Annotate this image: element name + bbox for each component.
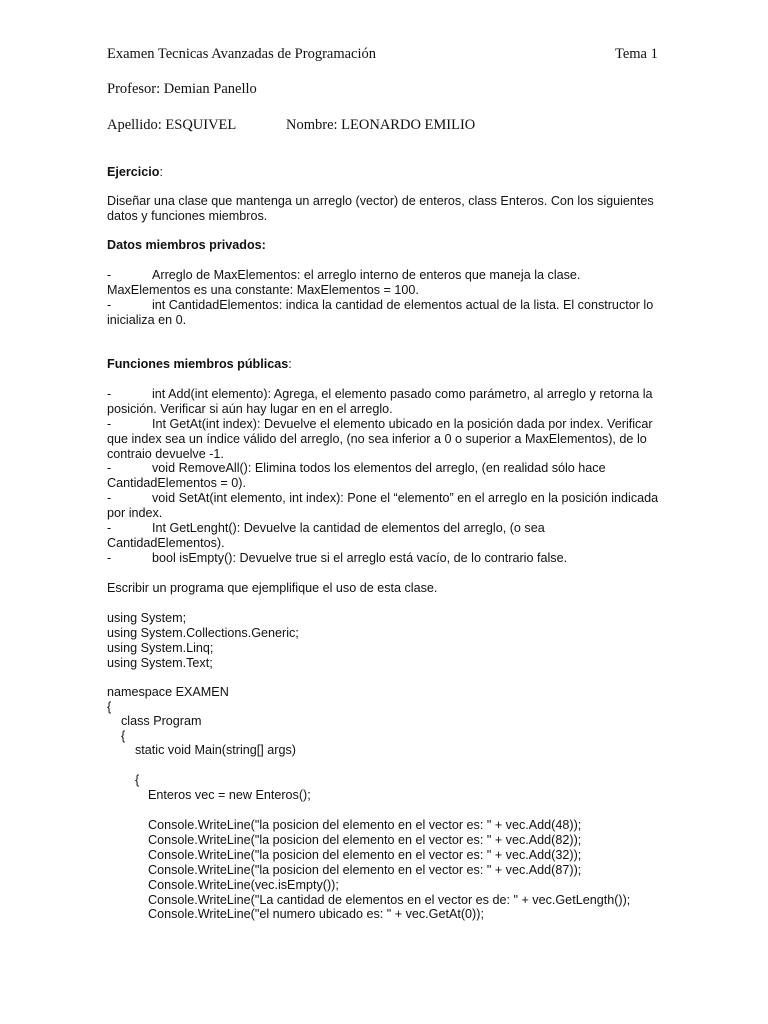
code-brace-open: { — [107, 700, 112, 714]
code-main-brace: { — [135, 773, 140, 787]
func-item-5-cont: CantidadElementos). — [107, 536, 225, 550]
code-line: Console.WriteLine("el numero ubicado es: " + vec.GetAt(0)); — [148, 907, 484, 921]
func-item-5 — [107, 521, 545, 536]
code-using-2: using System.Collections.Generic; — [107, 626, 299, 640]
func-item-2-cont-2: contraio devuelve -1. — [107, 447, 224, 461]
ejercicio-colon: : — [159, 165, 164, 179]
func-item-4-cont: por index. — [107, 506, 163, 520]
escribir-instruction: Escribir un programa que ejemplifique el uso de esta clase. — [107, 581, 438, 595]
profesor-line: Profesor: Demian Panello — [107, 81, 257, 97]
datos-heading: Datos miembros privados: — [107, 238, 266, 252]
func-item-2 — [107, 417, 653, 432]
bullet: - — [107, 298, 112, 312]
bullet: - — [107, 417, 112, 431]
code-using-3: using System.Linq; — [107, 641, 214, 655]
code-class-brace: { — [121, 729, 126, 743]
func-item-2-cont-1: que index sea un índice válido del arreglo, (no sea inferior a 0 o superior a MaxElementos), de lo — [107, 432, 647, 446]
func-item-3-text: void RemoveAll(): Elimina todos los elementos del arreglo, (en realidad sólo hace — [152, 461, 606, 475]
func-item-4-text: void SetAt(int elemento, int index): Pone el “elemento” en el arreglo en la posición indicada — [152, 491, 659, 505]
bullet: - — [107, 461, 112, 475]
code-using-4: using System.Text; — [107, 656, 213, 670]
bullet: - — [107, 491, 112, 505]
code-namespace: namespace EXAMEN — [107, 685, 229, 699]
func-item-6 — [107, 551, 568, 566]
code-line: Console.WriteLine("la posicion del elemento en el vector es: " + vec.Add(32)); — [148, 848, 582, 862]
datos-item-2-cont: inicializa en 0. — [107, 313, 187, 327]
datos-item-1-text: Arreglo de MaxElementos: el arreglo interno de enteros que maneja la clase. — [152, 268, 581, 282]
func-item-1-cont: posición. Verificar si aún hay lugar en en el arreglo. — [107, 402, 393, 416]
func-item-1 — [107, 387, 653, 402]
func-item-1-text: int Add(int elemento): Agrega, el elemento pasado como parámetro, al arreglo y retorna la — [152, 387, 653, 401]
datos-item-2 — [107, 298, 654, 313]
code-main-decl: static void Main(string[] args) — [135, 743, 296, 757]
code-line: Console.WriteLine("la posicion del elemento en el vector es: " + vec.Add(48)); — [148, 818, 582, 832]
code-line: Console.WriteLine("la posicion del elemento en el vector es: " + vec.Add(82)); — [148, 833, 582, 847]
code-line: Console.WriteLine(vec.isEmpty()); — [148, 878, 339, 892]
bullet: - — [107, 268, 112, 282]
bullet: - — [107, 521, 112, 535]
apellido-field: Apellido: ESQUIVEL — [107, 117, 237, 133]
code-line-new: Enteros vec = new Enteros(); — [148, 788, 311, 802]
funciones-heading — [107, 357, 292, 372]
func-item-6-text: bool isEmpty(): Devuelve true si el arreglo está vacío, de lo contrario false. — [152, 551, 568, 565]
code-using-1: using System; — [107, 611, 187, 625]
func-item-3-cont: CantidadElementos = 0). — [107, 476, 246, 490]
code-line: Console.WriteLine("la posicion del elemento en el vector es: " + vec.Add(87)); — [148, 863, 582, 877]
func-item-3 — [107, 461, 606, 476]
exam-title: Examen Tecnicas Avanzadas de Programación — [107, 46, 377, 62]
datos-item-1-cont: MaxElementos es una constante: MaxElementos = 100. — [107, 283, 419, 297]
func-item-5-text: Int GetLenght(): Devuelve la cantidad de elementos del arreglo, (o sea — [152, 521, 545, 535]
code-class-decl: class Program — [121, 714, 202, 728]
nombre-field: Nombre: LEONARDO EMILIO — [286, 117, 476, 133]
bullet: - — [107, 387, 112, 401]
bullet: - — [107, 551, 112, 565]
func-item-4 — [107, 491, 659, 506]
ejercicio-desc-1: Diseñar una clase que mantenga un arreglo (vector) de enteros, class Enteros. Con los siguientes — [107, 194, 654, 208]
datos-item-2-text: int CantidadElementos: indica la cantidad de elementos actual de la lista. El constructor lo — [152, 298, 654, 312]
tema-label: Tema 1 — [615, 46, 658, 62]
funciones-colon: : — [288, 357, 292, 371]
ejercicio-heading — [107, 165, 163, 180]
func-item-2-text: Int GetAt(int index): Devuelve el elemento ubicado en la posición dada por index. Verificar — [152, 417, 653, 431]
code-line: Console.WriteLine("La cantidad de elementos en el vector es de: " + vec.GetLength()); — [148, 893, 631, 907]
ejercicio-label: Ejercicio — [107, 165, 160, 179]
ejercicio-desc-2: datos y funciones miembros. — [107, 209, 268, 223]
datos-item-1 — [107, 268, 581, 283]
funciones-label: Funciones miembros públicas — [107, 357, 289, 371]
